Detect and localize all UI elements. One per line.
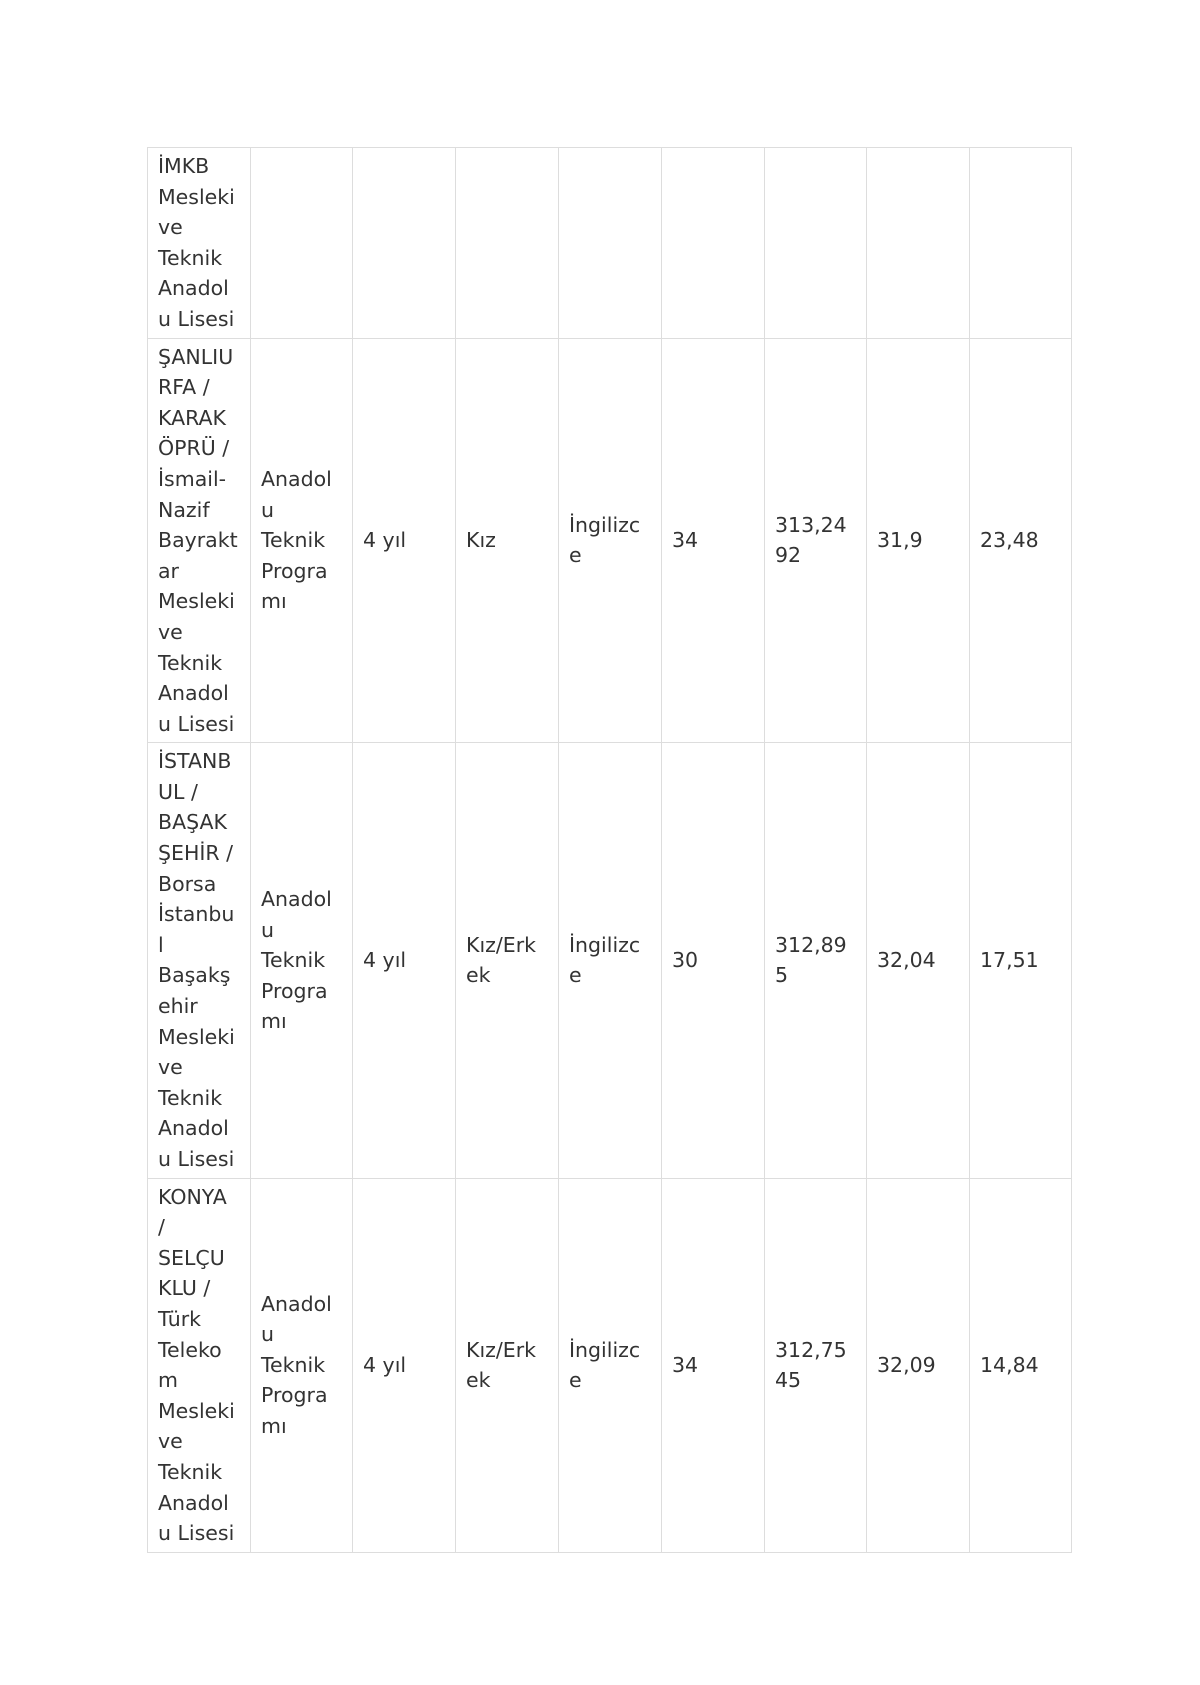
table-row xyxy=(148,1178,1072,1552)
program-cell: Anadol u Teknik Progra mı xyxy=(251,1178,353,1552)
score-cell: 313,24 92 xyxy=(765,338,867,743)
program-cell: Anadol u Teknik Progra mı xyxy=(251,743,353,1178)
table-row xyxy=(148,338,1072,743)
table-row xyxy=(148,148,1072,339)
score-cell: 312,89 5 xyxy=(765,743,867,1178)
school-name-cell: ŞANLIU RFA / KARAK ÖPRÜ / İsmail- Nazif Bayrakt ar Mesleki ve Teknik Anadol u Lisesi xyxy=(148,338,251,743)
gender-cell: Kız/Erk ek xyxy=(456,743,559,1178)
gender-cell: Kız xyxy=(456,338,559,743)
program-cell xyxy=(251,148,353,339)
score-cell: 312,75 45 xyxy=(765,1178,867,1552)
quota-cell xyxy=(662,148,765,339)
duration-cell: 4 yıl xyxy=(353,743,456,1178)
quota-cell: 34 xyxy=(662,338,765,743)
school-name-cell: İSTANB UL / BAŞAK ŞEHİR / Borsa İstanbu l Başakş ehir Mesleki ve Teknik Anadol u Lisesi xyxy=(148,743,251,1178)
language-cell: İngilizc e xyxy=(559,1178,662,1552)
ratio-cell xyxy=(970,148,1072,339)
language-cell xyxy=(559,148,662,339)
gender-cell: Kız/Erk ek xyxy=(456,1178,559,1552)
score-cell xyxy=(765,148,867,339)
percentile-cell: 32,09 xyxy=(867,1178,970,1552)
language-cell: İngilizc e xyxy=(559,743,662,1178)
school-name-cell: İMKB Mesleki ve Teknik Anadol u Lisesi xyxy=(148,148,251,339)
school-score-table xyxy=(147,147,1072,1553)
duration-cell: 4 yıl xyxy=(353,1178,456,1552)
percentile-cell: 32,04 xyxy=(867,743,970,1178)
duration-cell: 4 yıl xyxy=(353,338,456,743)
language-cell: İngilizc e xyxy=(559,338,662,743)
percentile-cell xyxy=(867,148,970,339)
quota-cell: 30 xyxy=(662,743,765,1178)
ratio-cell: 17,51 xyxy=(970,743,1072,1178)
ratio-cell: 14,84 xyxy=(970,1178,1072,1552)
gender-cell xyxy=(456,148,559,339)
percentile-cell: 31,9 xyxy=(867,338,970,743)
program-cell: Anadol u Teknik Progra mı xyxy=(251,338,353,743)
table-row xyxy=(148,743,1072,1178)
school-name-cell: KONYA / SELÇU KLU / Türk Teleko m Mesleki ve Teknik Anadol u Lisesi xyxy=(148,1178,251,1552)
quota-cell: 34 xyxy=(662,1178,765,1552)
duration-cell xyxy=(353,148,456,339)
ratio-cell: 23,48 xyxy=(970,338,1072,743)
